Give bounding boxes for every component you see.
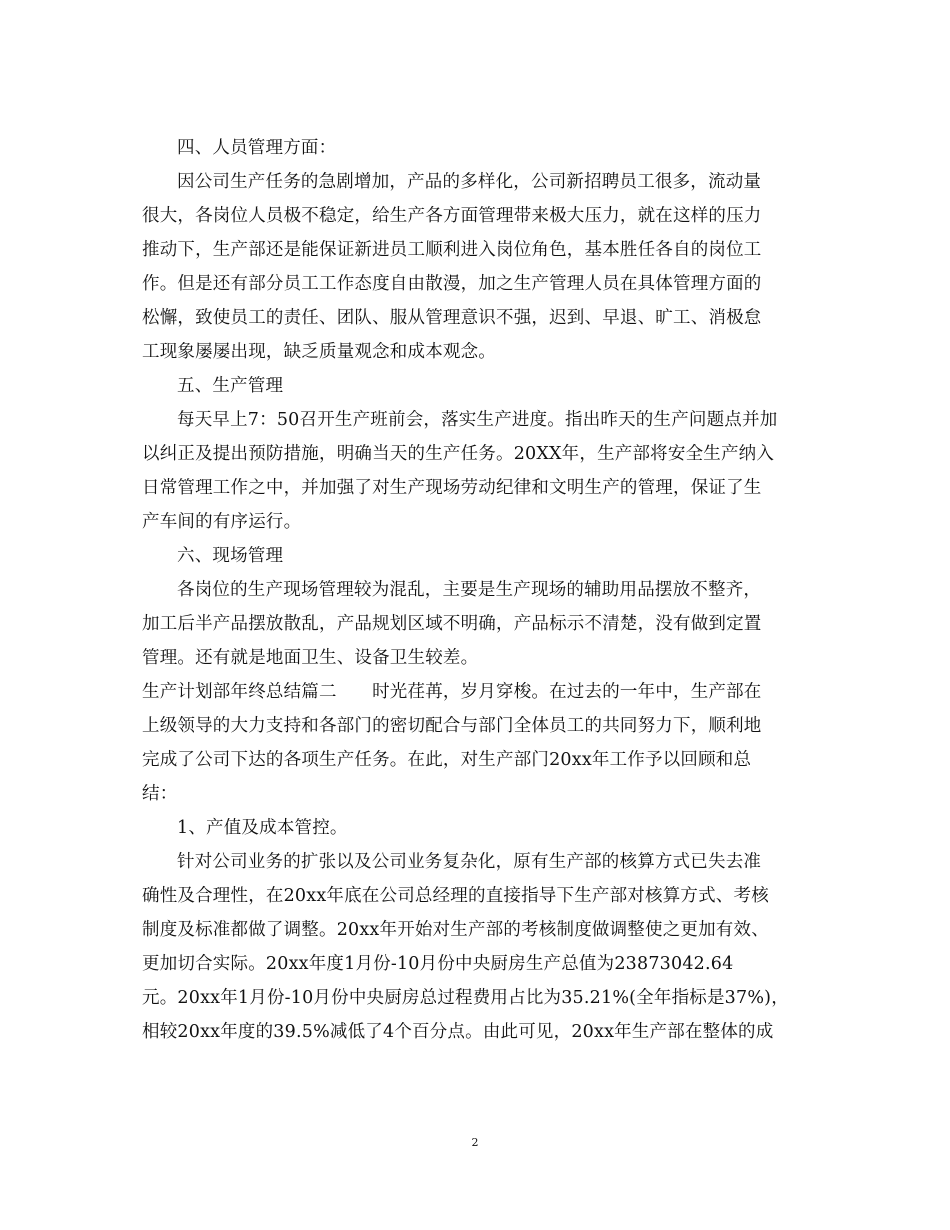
paragraph-line: 产车间的有序运行。 — [142, 512, 302, 532]
paragraph-line: 因公司生产任务的急剧增加，产品的多样化，公司新招聘员工很多，流动量 — [177, 172, 762, 192]
paragraph-line: 完成了公司下达的各项生产任务。在此，对生产部门20xx年工作予以回顾和总 — [142, 750, 752, 770]
paragraph-line: 元。20xx年1月份-10月份中央厨房总过程费用占比为35.21%(全年指标是37%)， — [142, 988, 789, 1008]
paragraph-line: 很大，各岗位人员极不稳定，给生产各方面管理带来极大压力，就在这样的压力 — [142, 206, 762, 226]
paragraph-line: 以纠正及提出预防措施，明确当天的生产任务。20XX年，生产部将安全生产纳入 — [142, 444, 775, 464]
paragraph-line: 更加切合实际。20xx年度1月份-10月份中央厨房生产总值为23873042.64 — [142, 954, 734, 974]
paragraph-line: 各岗位的生产现场管理较为混乱，主要是生产现场的辅助用品摆放不整齐， — [177, 580, 762, 600]
section-heading-personnel: 四、人员管理方面： — [177, 138, 337, 158]
document-body — [142, 131, 818, 1049]
paragraph-line: 针对公司业务的扩张以及公司业务复杂化，原有生产部的核算方式已失去准 — [177, 852, 762, 872]
section-heading-output-cost: 1、产值及成本管控。 — [177, 818, 348, 838]
summary-heading-line: 生产计划部年终总结篇二 时光荏苒，岁月穿梭。在过去的一年中，生产部在 — [142, 682, 762, 702]
paragraph-line: 结： — [142, 784, 178, 804]
paragraph-line: 作。但是还有部分员工工作态度自由散漫，加之生产管理人员在具体管理方面的 — [142, 274, 762, 294]
paragraph-line: 相较20xx年度的39.5%减低了4个百分点。由此可见，20xx年生产部在整体的成 — [142, 1022, 774, 1042]
page-number: 2 — [471, 1136, 479, 1149]
section-heading-production: 五、生产管理 — [177, 376, 284, 396]
paragraph-line: 每天早上7：50召开生产班前会，落实生产进度。指出昨天的生产问题点并加 — [177, 410, 778, 430]
paragraph-line: 工现象屡屡出现，缺乏质量观念和成本观念。 — [142, 342, 496, 362]
paragraph-line: 推动下，生产部还是能保证新进员工顺利进入岗位角色，基本胜任各自的岗位工 — [142, 240, 762, 260]
paragraph-line: 管理。还有就是地面卫生、设备卫生较差。 — [142, 648, 479, 668]
paragraph-line: 松懈，致使员工的责任、团队、服从管理意识不强，迟到、早退、旷工、消极怠 — [142, 308, 762, 328]
section-heading-site: 六、现场管理 — [177, 546, 284, 566]
paragraph-line: 制度及标准都做了调整。20xx年开始对生产部的考核制度做调整使之更加有效、 — [142, 920, 769, 940]
paragraph-line: 日常管理工作之中，并加强了对生产现场劳动纪律和文明生产的管理，保证了生 — [142, 478, 762, 498]
paragraph-line: 上级领导的大力支持和各部门的密切配合与部门全体员工的共同努力下，顺利地 — [142, 716, 762, 736]
paragraph-line: 确性及合理性，在20xx年底在公司总经理的直接指导下生产部对核算方式、考核 — [142, 886, 769, 906]
paragraph-line: 加工后半产品摆放散乱，产品规划区域不明确，产品标示不清楚，没有做到定置 — [142, 614, 762, 634]
